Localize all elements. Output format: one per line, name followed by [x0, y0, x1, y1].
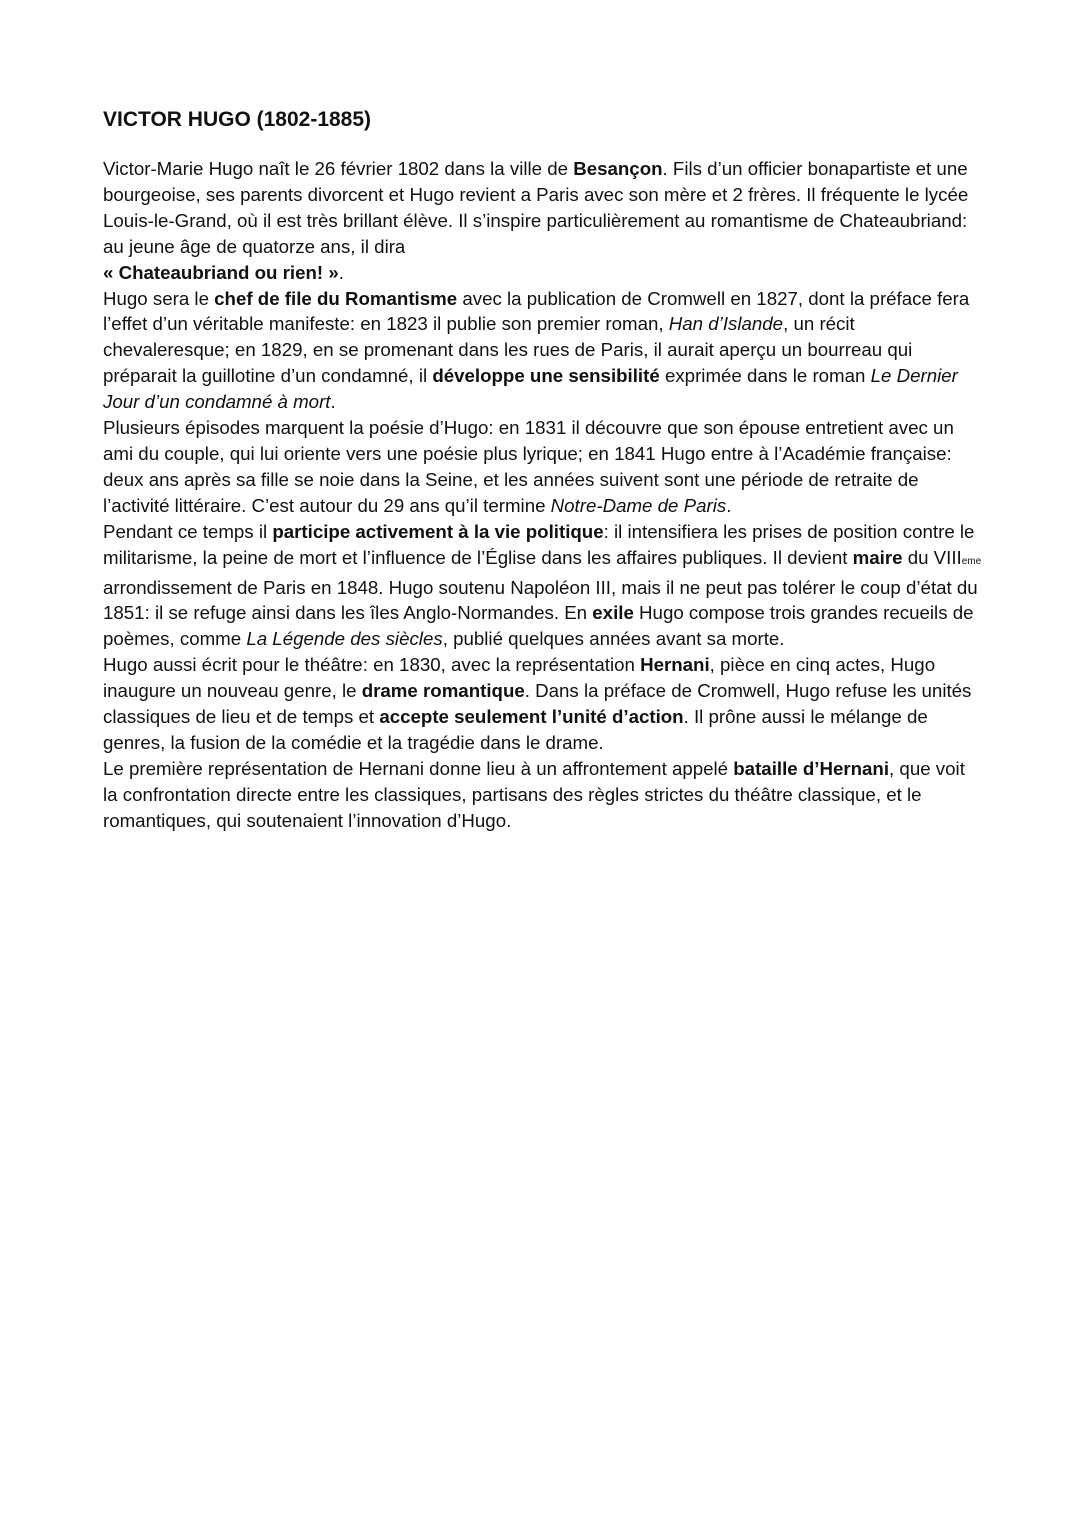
text-run: . — [726, 494, 732, 516]
text-run: , que voit la confrontation directe entre les classiques, partisans des règles strictes du théâtre classique, et le romantiques, qui soutenaient l’innovation d’Hugo. — [103, 757, 965, 831]
text-run: Plusieurs épisodes marquent la poésie d’Hugo: en 1831 il découvre que son épouse entretient avec un ami du couple, qui lui oriente vers une poésie plus lyrique; en 1841 Hugo entre à l’Académie française: deux ans après sa fille se noie dans la Seine, et les années suivent sont une période de retraite de l’activité littéraire. C’est autour du 29 ans qu’il termine — [103, 417, 954, 516]
bold-text: accepte seulement l’unité d’action — [379, 706, 684, 728]
superscript-text: eme — [961, 555, 982, 567]
text-run: arrondissement de Paris en 1848. Hugo soutenu Napoléon III, mais il ne peut pas tolérer le coup d’état du 1851: il se refuge ainsi dans les îles Anglo-Normandes. En — [103, 576, 978, 624]
text-run: Hugo aussi écrit pour le théâtre: en 1830, avec la représentation — [103, 654, 641, 676]
text-run: Le première représentation de Hernani donne lieu à un affrontement appelé — [103, 757, 734, 779]
text-run: . — [338, 261, 344, 283]
text-run: . Fils d’un officier bonapartiste et une bourgeoise, ses parents divorcent et Hugo revient a Paris avec son mère et 2 frères. Il fréquente le lycée Louis-le-Grand, où il est très brillant élève. Il s’inspire particulièrement au romantisme de Chateaubriand: au jeune âge de quatorze ans, il dira — [103, 158, 969, 257]
text-run: Hugo compose trois grandes recueils de poèmes, comme — [103, 602, 974, 650]
text-run: du VIII — [902, 546, 962, 568]
text-run: Hugo sera le — [103, 287, 215, 309]
italic-text: La Légende des siècles — [246, 628, 443, 650]
paragraph — [103, 756, 983, 834]
bold-text: Besançon — [573, 158, 663, 179]
bold-text: maire — [852, 546, 903, 568]
bold-text: chef de file du Romantisme — [214, 287, 458, 309]
bold-text: drame romantique — [361, 680, 525, 702]
italic-text: Notre-Dame de Paris — [550, 494, 727, 516]
text-run: exprimée dans le roman — [659, 365, 871, 387]
document-body — [103, 156, 983, 834]
bold-text: développe une sensibilité — [432, 365, 660, 387]
italic-text: Han d’Islande — [668, 313, 784, 335]
bold-text: « Chateaubriand ou rien! » — [103, 261, 339, 283]
text-run: Pendant ce temps il — [103, 520, 273, 542]
text-run: : il intensifiera les prises de position contre le militarisme, la peine de mort et l’influence de l’Église dans les affaires publiques. Il devient — [103, 520, 975, 568]
paragraph — [103, 652, 983, 756]
bold-text: bataille d’Hernani — [733, 757, 890, 779]
text-run: avec la publication de Cromwell en 1827, dont la préface fera l’effet d’un véritable manifeste: en 1823 il publie son premier roman, — [103, 287, 970, 335]
text-run: , publié quelques années avant sa morte. — [442, 628, 785, 650]
text-run: . Dans la préface de Cromwell, Hugo refuse les unités classiques de lieu et de temps et — [103, 680, 972, 728]
bold-text: Hernani — [640, 654, 710, 676]
text-run: Victor-Marie Hugo naît le 26 février 1802 dans la ville de — [103, 158, 574, 179]
paragraph — [103, 286, 983, 416]
document-page — [103, 106, 983, 834]
text-run: . Il prône aussi le mélange de genres, la fusion de la comédie et la tragédie dans le drame. — [103, 706, 928, 753]
text-run: , un récit chevaleresque; en 1829, en se promenant dans les rues de Paris, il aurait aperçu un bourreau qui préparait la guillotine d’un condamné, il — [103, 313, 913, 387]
text-run: , pièce en cinq actes, Hugo inaugure un nouveau genre, le — [103, 654, 936, 702]
page-title: VICTOR HUGO (1802-1885) — [103, 108, 372, 131]
text-run: . — [330, 391, 336, 413]
bold-text: participe activement à la vie politique — [272, 520, 604, 542]
paragraph — [103, 156, 983, 286]
bold-text: exile — [592, 602, 634, 624]
italic-text: Le Dernier Jour d’un condamné à mort — [103, 365, 958, 413]
paragraph — [103, 415, 983, 519]
paragraph — [103, 519, 983, 653]
